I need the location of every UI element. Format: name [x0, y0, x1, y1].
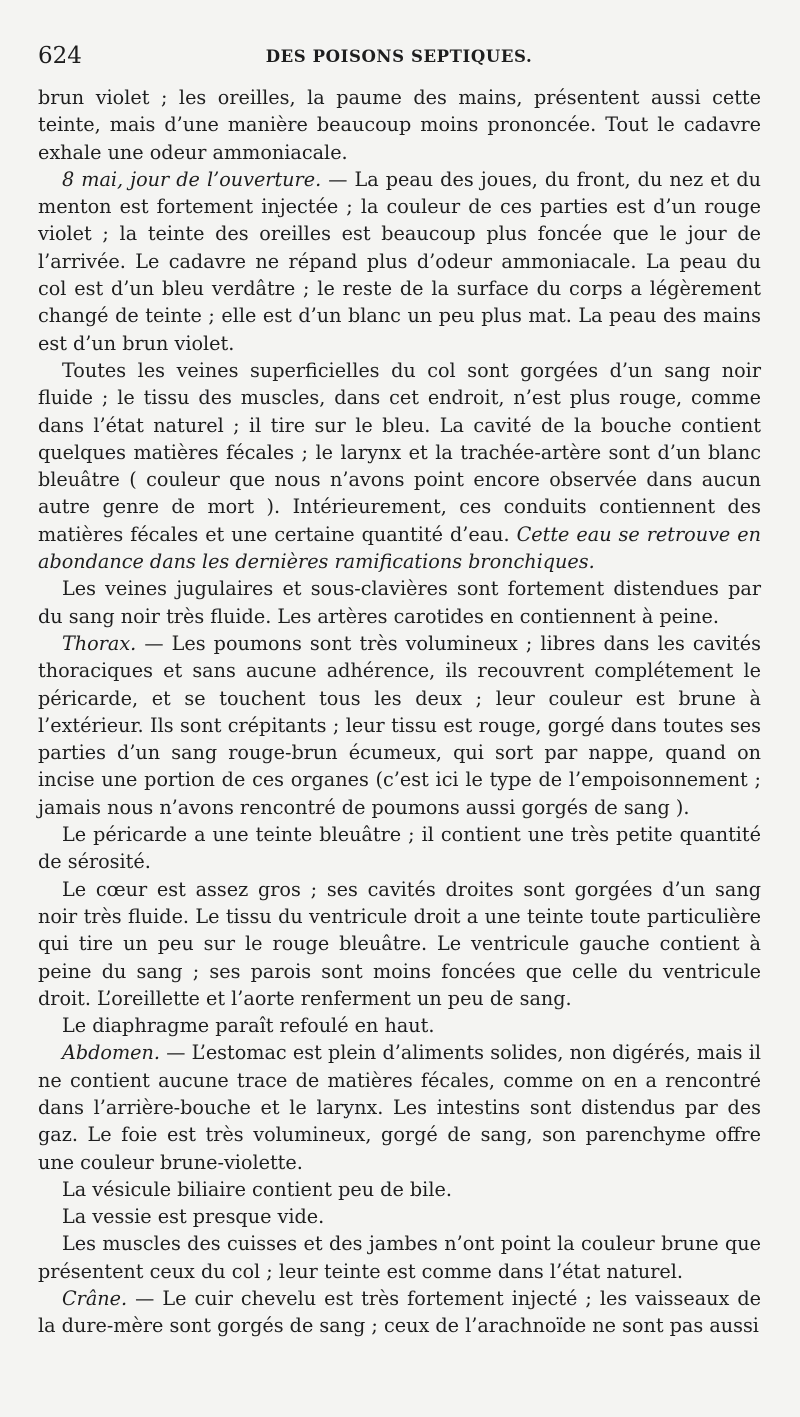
- paragraph-text: Les veines jugulaires et sous-clavières sont fortement distendues par du sang noir très fluide. Les artères carotides en contiennent à peine.: [38, 577, 761, 628]
- paragraph-text: brun violet ; les oreilles, la paume des mains, présentent aussi cette teinte, mais d’une manière beaucoup moins prononcée. Tout le cadavre exhale une odeur ammoniacale.: [38, 86, 761, 164]
- paragraph-italic-tail: Cette eau se retrouve en abondance dans les dernières ramifications bronchiques.: [38, 522, 761, 574]
- paragraph: [38, 1203, 761, 1230]
- paragraph: [38, 821, 761, 876]
- paragraph: [38, 630, 761, 821]
- body-text: [38, 84, 761, 1340]
- running-title: DES POISONS SEPTIQUES.: [265, 47, 533, 66]
- paragraph-text: La vessie est presque vide.: [62, 1205, 325, 1229]
- paragraph-text: Les muscles des cuisses et des jambes n’ont point la couleur brune que présentent ceux du col ; leur teinte est comme dans l’état naturel.: [38, 1232, 761, 1283]
- paragraph-text: — Le cuir chevelu est très fortement injecté ; les vaisseaux de la dure-mère sont gorgés de sang ; ceux de l’arachnoïde ne sont pas aussi: [38, 1287, 761, 1338]
- paragraph-text: La vésicule biliaire contient peu de bile.: [62, 1177, 452, 1201]
- paragraph-text: Le cœur est assez gros ; ses cavités droites sont gorgées d’un sang noir très fluide. Le tissu du ventricule droit a une teinte toute particulière qui tire un peu sur le rouge bleuâtre. Le ventricule gauche contient à peine du sang ; ses parois sont moins foncées que celle du ventricule droit. L’oreillette et l’aorte renferment un peu de sang.: [38, 877, 761, 1010]
- paragraph-lead: Crâne.: [62, 1287, 128, 1311]
- paragraph-lead: Thorax.: [62, 631, 137, 655]
- paragraph-text: Le diaphragme paraît refoulé en haut.: [62, 1014, 435, 1038]
- paragraph: [38, 1230, 761, 1285]
- paragraph-lead: Abdomen.: [62, 1041, 160, 1065]
- paragraph: [38, 1285, 761, 1340]
- paragraph-text: Toutes les veines superficielles du col sont gorgées d’un sang noir fluide ; le tissu des muscles, dans cet endroit, n’est plus rouge, comme dans l’état naturel ; il tire sur le bleu. La cavité de la bouche contient quelques matières fécales ; le larynx et la trachée-artère sont d’un blanc bleuâtre ( couleur que nous n’avons point encore observée dans aucun autre genre de mort ). Intérieurement, ces conduits contiennent des matières fécales et une certaine quantité d’eau.: [38, 358, 761, 546]
- paragraph-text: — Les poumons sont très volumineux ; libres dans les cavités thoraciques et sans aucune adhérence, ils recouvrent complétement le péricarde, et se touchent tous les deux ; leur couleur est brune à l’extérieur. Ils sont crépitants ; leur tissu est rouge, gorgé dans toutes ses parties d’un sang rouge-brun écumeux, qui sort par nappe, quand on incise une portion de ces organes (c’est ici le type de l’empoisonnement ; jamais nous n’avons rencontré de poumons aussi gorgés de sang ).: [38, 631, 761, 819]
- paragraph: [38, 1012, 761, 1039]
- paragraph: [38, 84, 761, 166]
- paragraph-text: — La peau des joues, du front, du nez et du menton est fortement injectée ; la couleur de ces parties est d’un rouge violet ; la teinte des oreilles est beaucoup plus foncée que le jour de l’arrivée. Le cadavre ne répand plus d’odeur ammoniacale. La peau du col est d’un bleu verdâtre ; le reste de la surface du corps a légèrement changé de teinte ; elle est d’un blanc un peu plus mat. La peau des mains est d’un brun violet.: [38, 167, 761, 355]
- paragraph-lead: 8 mai, jour de l’ouverture.: [62, 167, 322, 191]
- paragraph: [38, 357, 761, 575]
- paragraph: [38, 1176, 761, 1203]
- page-number: 624: [38, 43, 82, 69]
- page-header: [38, 40, 760, 72]
- paragraph-text: Le péricarde a une teinte bleuâtre ; il contient une très petite quantité de sérosité.: [38, 823, 761, 874]
- paragraph: [38, 876, 761, 1012]
- paragraph-text: — L’estomac est plein d’aliments solides, non digérés, mais il ne contient aucune trace de matières fécales, comme on en a rencontré dans l’arrière-bouche et le larynx. Les intestins sont distendus par des gaz. Le foie est très volumineux, gorgé de sang, son parenchyme offre une couleur brune-violette.: [38, 1041, 761, 1174]
- paragraph: [38, 575, 761, 630]
- paragraph: [38, 1039, 761, 1175]
- paragraph: [38, 166, 761, 357]
